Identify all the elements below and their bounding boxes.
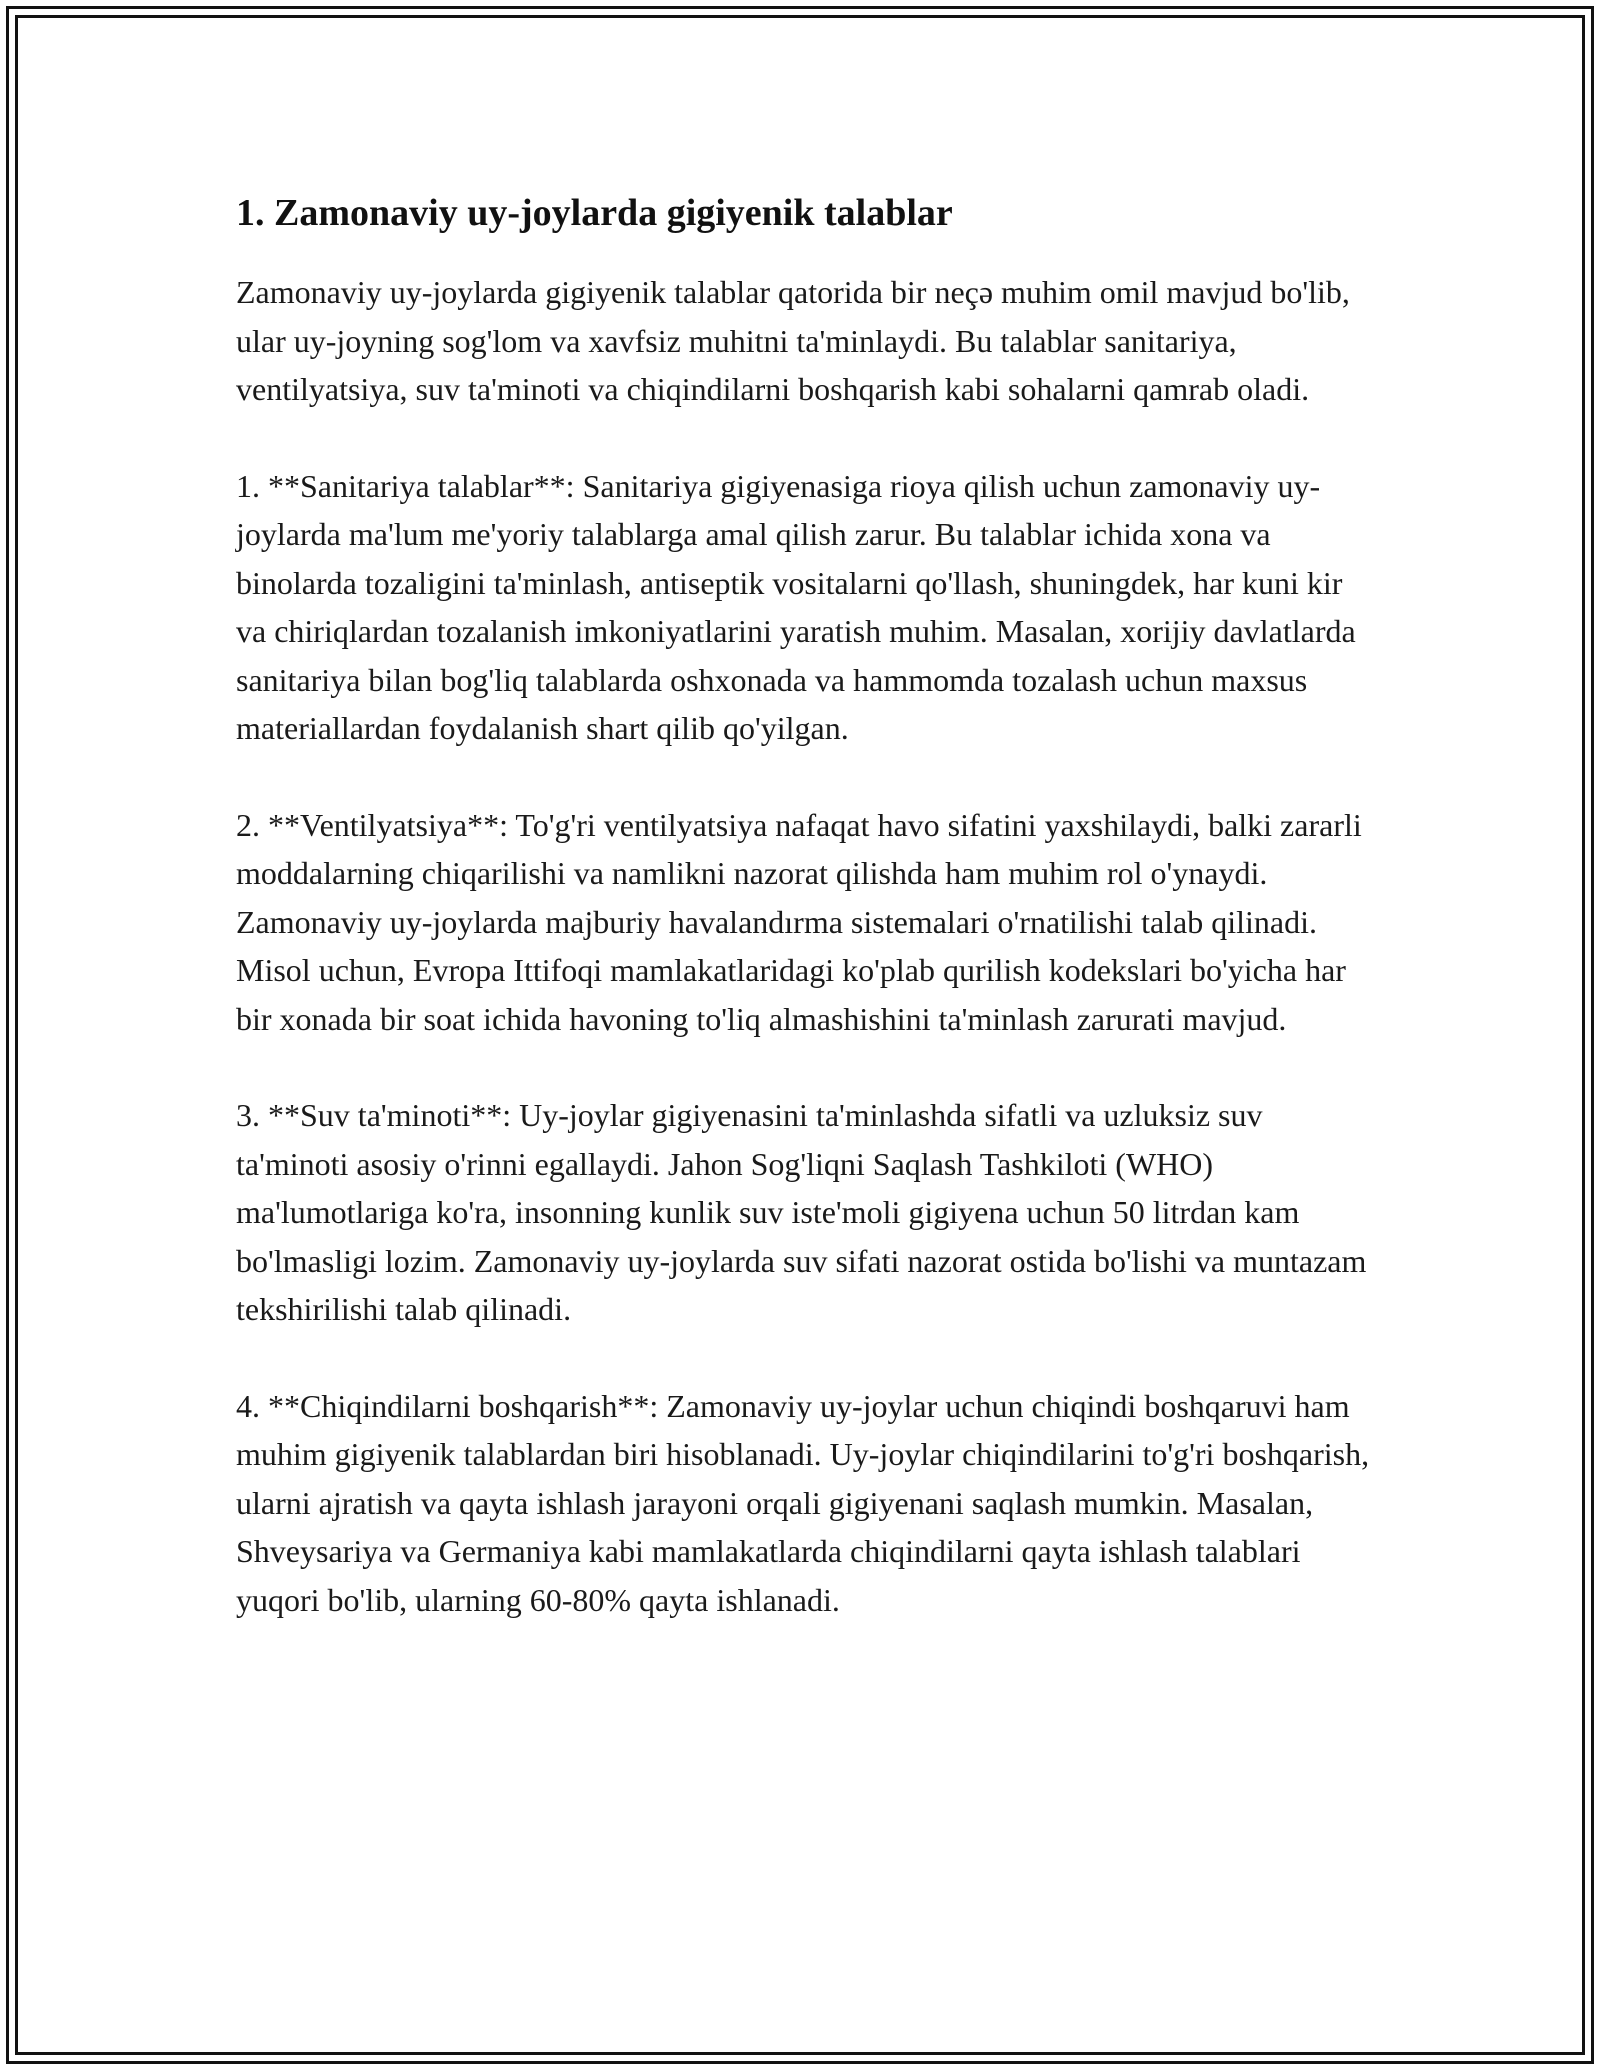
document-body <box>236 186 1376 1672</box>
paragraph-suv-taminoti: 3. **Suv ta'minoti**: Uy-joylar gigiyenasini ta'minlashda sifatli va uzluksiz suv ta'minoti asosiy o'rinni egallaydi. Jahon Sog'liqni Saqlash Tashkiloti (WHO) ma'lumotlariga ko'ra, insonning kunlik suv iste'moli gigiyena uchun 50 litrdan kam bo'lmasligi lozim. Zamonaviy uy-joylarda suv sifati nazorat ostida bo'lishi va muntazam tekshirilishi talab qilinadi. <box>236 1097 1367 1327</box>
intro-paragraph: Zamonaviy uy-joylarda gigiyenik talablar qatorida bir neçə muhim omil mavjud bo'lib, ular uy-joyning sog'lom va xavfsiz muhitni ta'minlaydi. Bu talablar sanitariya, ventilyatsiya, suv ta'minoti va chiqindilarni boshqarish kabi sohalarni qamrab oladi. <box>236 274 1350 407</box>
section-heading: 1. Zamonaviy uy-joylarda gigiyenik talablar <box>236 192 953 234</box>
paragraph-chiqindilar: 4. **Chiqindilarni boshqarish**: Zamonaviy uy-joylar uchun chiqindi boshqaruvi ham muhim gigiyenik talablardan biri hisoblanadi. Uy-joylar chiqindilarini to'g'ri boshqarish, ularni ajratish va qayta ishlash jarayoni orqali gigiyenani saqlash mumkin. Masalan, Shveysariya va Germaniya kabi mamlakatlarda chiqindilarni qayta ishlash talablari yuqori bo'lib, ularning 60-80% qayta ishlanadi. <box>236 1387 1370 1618</box>
paragraph-sanitariya: 1. **Sanitariya talablar**: Sanitariya gigiyenasiga rioya qilish uchun zamonaviy uy-joylarda ma'lum me'yoriy talablarga amal qilish zarur. Bu talablar ichida xona va binolarda tozaligini ta'minlash, antiseptik vositalarni qo'llash, shuningdek, har kuni kir va chiriqlardan tozalanish imkoniyatlarini yaratish muhim. Masalan, xorijiy davlatlarda sanitariya bilan bog'liq talablarda oshxonada va hammomda tozalash uchun maxsus materiallardan foydalanish shart qilib qo'yilgan. <box>236 467 1356 746</box>
paragraph-ventilyatsiya: 2. **Ventilyatsiya**: To'g'ri ventilyatsiya nafaqat havo sifatini yaxshilaydi, balki zararli moddalarning chiqarilishi va namlikni nazorat qilishda ham muhim rol o'ynaydi. Zamonaviy uy-joylarda majburiy havalandırma sistemalari o'rnatilishi talab qilinadi. Misol uchun, Evropa Ittifoqi mamlakatlaridagi ko'plab qurilish kodekslari bo'yicha har bir xonada bir soat ichida havoning to'liq almashishini ta'minlash zarurati mavjud. <box>236 806 1362 1037</box>
